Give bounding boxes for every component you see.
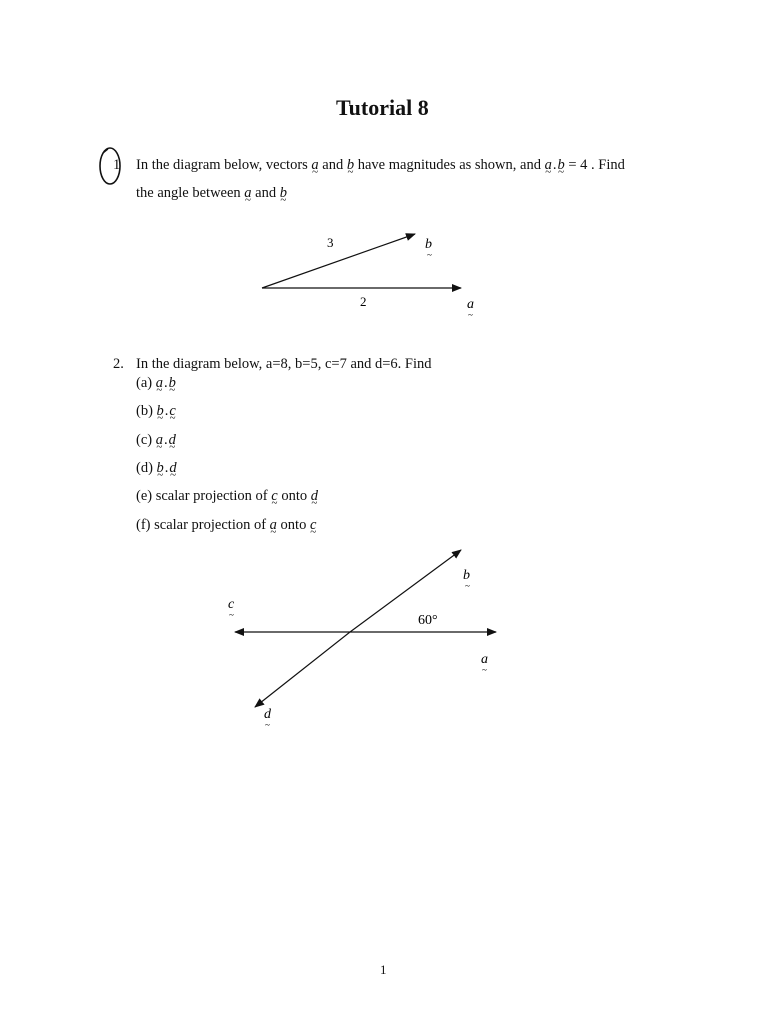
question-2-intro: In the diagram below, a=8, b=5, c=7 and d=6. Find — [136, 356, 432, 372]
dot-vector-a: a ~ — [545, 157, 552, 174]
tilde-mark: ~ — [482, 665, 487, 675]
angle-label: 60° — [418, 613, 438, 628]
vector-d-arrow — [255, 632, 350, 707]
diagram2-label-b: b — [463, 568, 470, 583]
q1-angle-text: the angle between — [136, 185, 241, 201]
vector-b: b ~ — [169, 375, 176, 392]
part-tag: (d) — [136, 460, 153, 476]
part-tag: (f) — [136, 517, 151, 533]
question-1-number: 1 — [113, 157, 121, 173]
vector-d: d ~ — [169, 432, 176, 449]
tilde-mark: ~ — [427, 250, 432, 260]
vector-a: a ~ — [270, 517, 277, 534]
vector-a: a ~ — [156, 432, 163, 449]
magnitude-b-label: 3 — [327, 235, 334, 250]
dot-vector-b: b ~ — [557, 157, 564, 174]
page-title: Tutorial 8 — [336, 95, 429, 120]
vector-c: c ~ — [169, 403, 175, 420]
magnitude-a-label: 2 — [360, 294, 367, 309]
question-2-number: 2. — [113, 356, 124, 372]
diagram2-label-a: a — [481, 652, 488, 667]
q1-and-2: and — [255, 185, 277, 201]
part-tag: (c) — [136, 432, 153, 448]
part-tag: (e) — [136, 488, 153, 504]
diagram1-label-a: a — [467, 297, 474, 312]
vector-a: a ~ — [244, 185, 251, 202]
part-tag: (b) — [136, 403, 153, 419]
vector-d: d ~ — [169, 460, 176, 477]
q1-text-intro: In the diagram below, vectors — [136, 157, 308, 173]
onto-text: onto — [280, 517, 307, 533]
vector-b: b ~ — [347, 157, 354, 174]
part-text: scalar projection of — [155, 488, 268, 504]
vector-b-arrow — [350, 550, 461, 632]
question-1-line-1: In the diagram below, vectors a ~ and b ~ have magnitudes as shown, and a ~.b ~ = 4 . Find — [136, 157, 625, 174]
vector-d: d ~ — [311, 488, 318, 505]
vector-b: b ~ — [157, 460, 164, 477]
part-c: (c) a ~.d ~ — [136, 432, 176, 449]
diagram2-label-c: c — [228, 597, 235, 612]
vector-a: a ~ — [311, 157, 318, 174]
tilde-mark: ~ — [468, 310, 473, 320]
tilde-mark: ~ — [229, 610, 234, 620]
diagram2-label-d: d — [264, 707, 271, 722]
diagram1-label-b: b — [425, 237, 432, 252]
q1-and: and — [322, 157, 344, 173]
vector-c: c ~ — [271, 488, 277, 505]
tilde-mark: ~ — [465, 581, 470, 591]
q1-text-magnitudes: have magnitudes as shown, and — [357, 157, 541, 173]
part-b: (b) b ~.c ~ — [136, 403, 176, 420]
tilde-mark: ~ — [265, 720, 270, 730]
vector-c: c ~ — [310, 517, 316, 534]
onto-text: onto — [281, 488, 308, 504]
part-d: (d) b ~.d ~ — [136, 460, 177, 477]
vector-b: b ~ — [280, 185, 287, 202]
vector-b: b ~ — [157, 403, 164, 420]
vector-a: a ~ — [156, 375, 163, 392]
q1-equation: = 4 . Find — [568, 157, 625, 173]
part-tag: (a) — [136, 375, 153, 391]
part-text: scalar projection of — [154, 517, 267, 533]
page-number: 1 — [380, 962, 387, 977]
part-a: (a) a ~.b ~ — [136, 375, 176, 392]
